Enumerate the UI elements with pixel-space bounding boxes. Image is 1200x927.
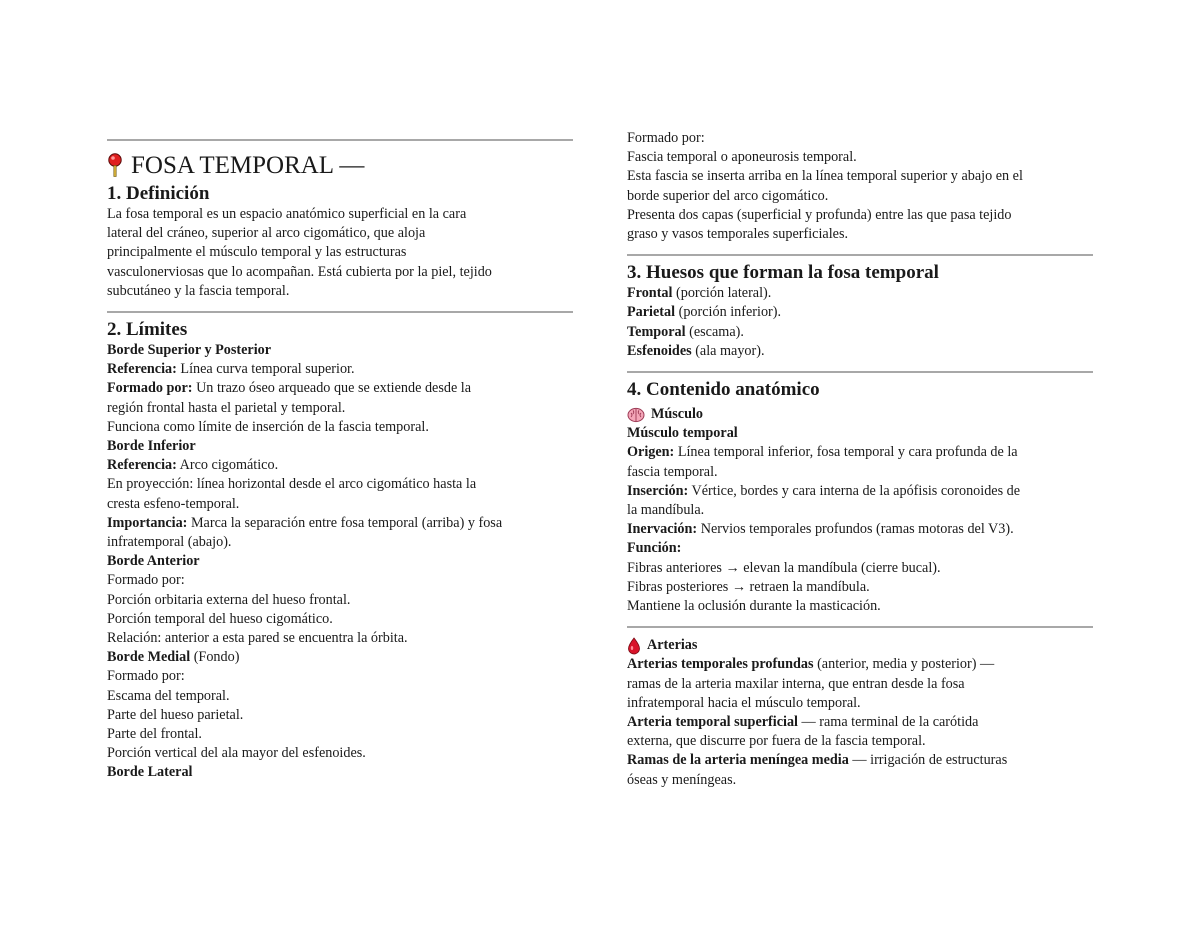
text-line: Fascia temporal o aponeurosis temporal. — [627, 149, 857, 166]
text-line: Fibras anteriores → elevan la mandíbula (cierre bucal). — [627, 559, 941, 576]
text-line: En proyección: línea horizontal desde el arco cigomático hasta la — [107, 476, 477, 493]
huesos-list — [627, 284, 1093, 361]
text-line — [627, 482, 1093, 501]
value: Nervios temporales profundos (ramas motoras del V3). — [697, 521, 1014, 538]
subsection-musculo — [627, 405, 1093, 424]
bone-detail: (escama). — [685, 323, 744, 340]
list-item — [627, 284, 1093, 303]
text-line — [627, 520, 1093, 539]
right-column — [627, 129, 1093, 790]
subheading-borde-anterior: Borde Anterior — [107, 553, 200, 570]
list-item — [627, 342, 1093, 361]
value: Marca la separación entre fosa temporal (arriba) y fosa — [187, 514, 503, 531]
text-line — [627, 713, 1093, 732]
section-heading-limites: 2. Límites — [107, 319, 188, 341]
value: Vértice, bordes y cara interna de la apófisis coronoides de — [688, 482, 1021, 499]
list-item — [627, 323, 1093, 342]
text-line — [627, 655, 1093, 674]
bone-name: Temporal — [627, 323, 686, 340]
text-line: Mantiene la oclusión durante la masticación. — [627, 598, 881, 615]
text-line: Porción orbitaria externa del hueso frontal. — [107, 591, 351, 608]
subsection-label: Arterias — [647, 637, 698, 654]
text-line: Esta fascia se inserta arriba en la línea temporal superior y abajo en el — [627, 168, 1023, 185]
text-line: principalmente el músculo temporal y las estructuras — [107, 244, 407, 261]
label: Arteria temporal superficial — [627, 714, 798, 731]
subheading-borde-medial — [107, 648, 573, 667]
text-line: Formado por: — [107, 572, 185, 589]
section-heading-huesos: 3. Huesos que forman la fosa temporal — [627, 262, 939, 284]
section-divider — [627, 254, 1093, 256]
section-divider — [107, 139, 573, 141]
value: (Fondo) — [190, 649, 240, 666]
text-line: fascia temporal. — [627, 463, 718, 480]
definicion-paragraph — [107, 205, 573, 301]
section-heading-definicion: 1. Definición — [107, 183, 210, 204]
value: (anterior, media y posterior) — — [813, 656, 995, 673]
bone-name: Esfenoides — [627, 342, 692, 359]
subheading-borde-lateral: Borde Lateral — [107, 764, 193, 781]
text-line: lateral del cráneo, superior al arco cigomático, que aloja — [107, 225, 426, 242]
text-line: infratemporal (abajo). — [107, 534, 232, 551]
text-line: infratemporal hacia el músculo temporal. — [627, 694, 861, 711]
text-line: Escama del temporal. — [107, 687, 230, 704]
section-divider — [627, 371, 1093, 373]
label: Referencia: — [107, 361, 177, 378]
bone-detail: (porción lateral). — [672, 285, 772, 302]
text-line: la mandíbula. — [627, 502, 705, 519]
text-line: Relación: anterior a esta pared se encuentra la órbita. — [107, 630, 408, 647]
text-line: subcutáneo y la fascia temporal. — [107, 282, 290, 299]
text-line: Función: — [627, 540, 682, 557]
text-line: vasculonerviosas que lo acompañan. Está cubierta por la piel, tejido — [107, 263, 492, 280]
blood-drop-icon — [627, 637, 641, 655]
text-line — [627, 751, 1093, 770]
subheading-borde-superior: Borde Superior y Posterior — [107, 342, 272, 359]
text-line: Formado por: — [107, 668, 185, 685]
text-line — [107, 360, 573, 379]
text-line: Fibras posteriores → retraen la mandíbula. — [627, 578, 870, 595]
text-line: ramas de la arteria maxilar interna, que entran desde la fosa — [627, 675, 965, 692]
text-line: Funciona como límite de inserción de la fascia temporal. — [107, 418, 429, 435]
value: — irrigación de estructuras — [848, 752, 1008, 769]
subsection-arterias — [627, 636, 1093, 655]
list-item — [627, 303, 1093, 322]
label: Arterias temporales profundas — [627, 656, 814, 673]
text-line: Porción temporal del hueso cigomático. — [107, 610, 333, 627]
value: Línea curva temporal superior. — [176, 361, 355, 378]
bone-detail: (ala mayor). — [691, 342, 765, 359]
page-title-text: FOSA TEMPORAL — — [131, 152, 365, 179]
subheading-borde-inferior: Borde Inferior — [107, 438, 196, 455]
value: Línea temporal inferior, fosa temporal y cara profunda de la — [674, 444, 1018, 461]
text-line: graso y vasos temporales superficiales. — [627, 226, 849, 243]
borde-lateral-continued — [627, 129, 1093, 244]
text-line: Porción vertical del ala mayor del esfenoides. — [107, 745, 366, 762]
text-line: externa, que discurre por fuera de la fascia temporal. — [627, 733, 926, 750]
label: Ramas de la arteria meníngea media — [627, 752, 849, 769]
text-line — [107, 456, 573, 475]
musculo-section — [627, 405, 1093, 616]
subsection-label: Músculo — [651, 406, 704, 423]
text-line: cresta esfeno-temporal. — [107, 495, 240, 512]
arterias-section — [627, 628, 1093, 790]
label: Inserción: — [627, 482, 689, 499]
value: — rama terminal de la carótida — [797, 714, 979, 731]
left-column — [107, 139, 573, 783]
text-line: región frontal hasta el parietal y temporal. — [107, 399, 346, 416]
label: Importancia: — [107, 514, 188, 531]
label: Formado por: — [107, 380, 193, 397]
text-line: Parte del frontal. — [107, 726, 202, 743]
page-title — [107, 151, 573, 181]
section-divider — [107, 311, 573, 313]
text-line: La fosa temporal es un espacio anatómico superficial en la cara — [107, 206, 467, 222]
text-line: Parte del hueso parietal. — [107, 706, 244, 723]
bone-name: Frontal — [627, 285, 673, 302]
text-line: Presenta dos capas (superficial y profunda) entre las que pasa tejido — [627, 206, 1012, 223]
value: Un trazo óseo arqueado que se extiende desde la — [192, 380, 472, 397]
label: Borde Medial — [107, 649, 191, 666]
bone-name: Parietal — [627, 304, 676, 321]
text-line — [107, 514, 573, 533]
brain-icon — [627, 407, 645, 423]
label: Referencia: — [107, 457, 177, 474]
pushpin-icon — [107, 153, 123, 179]
text-line: Formado por: — [627, 130, 705, 146]
text-line: óseas y meníngeas. — [627, 771, 737, 788]
section-heading-contenido: 4. Contenido anatómico — [627, 379, 820, 401]
text-line — [107, 379, 573, 398]
limites-content — [107, 341, 573, 783]
label: Origen: — [627, 444, 675, 461]
value: Arco cigomático. — [176, 457, 279, 474]
text-line — [627, 443, 1093, 462]
bone-detail: (porción inferior). — [675, 304, 782, 321]
label: Inervación: — [627, 521, 698, 538]
muscle-name: Músculo temporal — [627, 425, 738, 442]
text-line: borde superior del arco cigomático. — [627, 187, 829, 204]
